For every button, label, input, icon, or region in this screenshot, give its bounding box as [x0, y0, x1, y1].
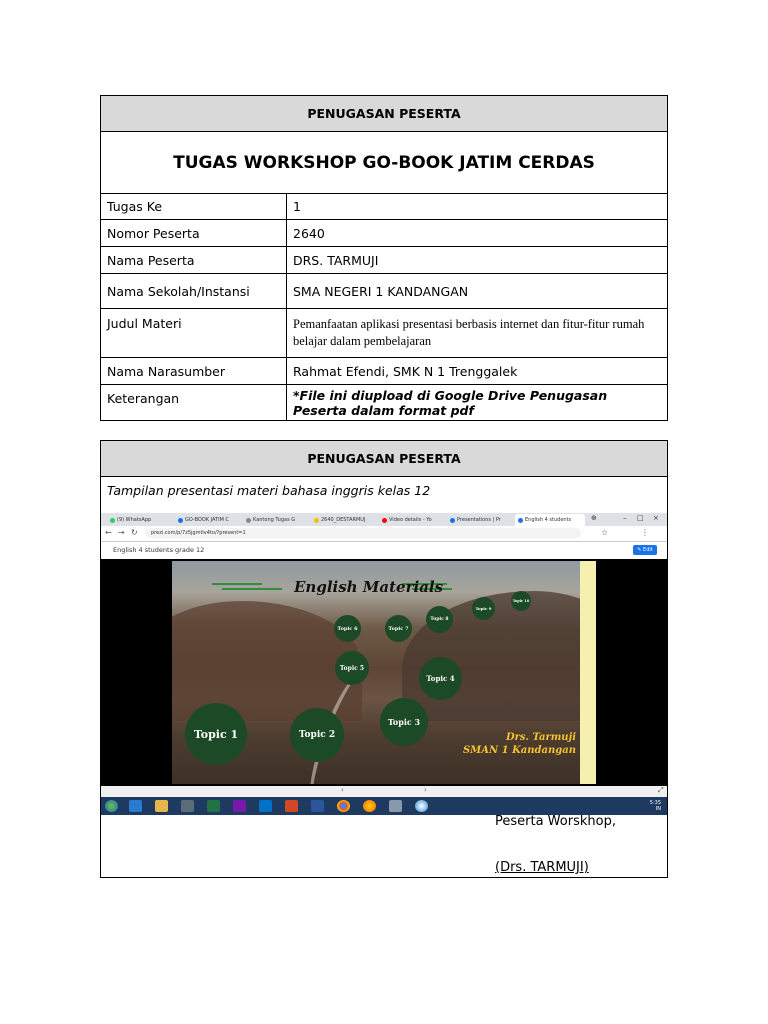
youtube-icon — [382, 518, 387, 523]
author-block — [463, 731, 576, 757]
assignment-table — [100, 95, 668, 421]
topic-2[interactable]: Topic 2 — [290, 708, 344, 762]
presentation-viewer[interactable] — [101, 559, 667, 786]
tab-label: (9) WhatsApp — [117, 517, 152, 523]
word-icon[interactable] — [311, 800, 324, 812]
workshop-title: TUGAS WORKSHOP GO-BOOK JATIM CERDAS — [101, 132, 668, 194]
tab-active[interactable] — [515, 514, 585, 526]
outlook-icon[interactable] — [259, 800, 272, 812]
tab[interactable] — [107, 514, 173, 526]
excel-icon[interactable] — [207, 800, 220, 812]
pencil-icon: ✎ — [637, 547, 642, 553]
start-icon[interactable] — [105, 800, 118, 812]
address-bar — [101, 526, 667, 542]
topic-1[interactable]: Topic 1 — [185, 703, 247, 765]
edit-button[interactable] — [633, 545, 657, 555]
caption: Tampilan presentasi materi bahasa inggris kelas 12 — [101, 477, 668, 878]
horizontal-scrollbar[interactable] — [101, 786, 667, 797]
tray-time: 5:35 — [649, 800, 661, 806]
tab[interactable] — [447, 514, 513, 526]
chrome-icon[interactable] — [337, 800, 350, 812]
topic-5[interactable]: Topic 5 — [335, 651, 369, 685]
row-label: Keterangan — [101, 385, 287, 421]
ie-icon[interactable] — [129, 800, 142, 812]
browser-screenshot — [101, 513, 667, 815]
signature-name: (Drs. TARMUJI) — [495, 860, 589, 875]
reload-icon[interactable]: ↻ — [131, 528, 138, 537]
row-label: Nama Narasumber — [101, 358, 287, 385]
row-label: Nama Sekolah/Instansi — [101, 274, 287, 309]
presentation-title: English 4 students grade 12 — [113, 546, 205, 554]
row-value-keterangan: *File ini diupload di Google Drive Penugasan Peserta dalam format pdf — [287, 385, 668, 421]
row-value-tugas: 1 — [287, 194, 668, 220]
topic-6[interactable]: Topic 6 — [334, 615, 361, 642]
topic-7[interactable]: Topic 7 — [385, 615, 412, 642]
browser-tabs — [101, 513, 667, 526]
mountain-left — [172, 601, 362, 721]
drive-icon — [314, 518, 319, 523]
system-tray — [650, 800, 661, 812]
green-stripe — [222, 588, 282, 590]
row-value-narasumber: Rahmat Efendi, SMK N 1 Trenggalek — [287, 358, 668, 385]
topic-10[interactable]: Topic 10 — [511, 591, 531, 611]
section-header: PENUGASAN PESERTA — [101, 441, 668, 477]
tray-lang: IN — [655, 806, 661, 812]
site-icon — [178, 518, 183, 523]
tab[interactable] — [379, 514, 445, 526]
maximize-icon[interactable]: □ — [637, 514, 644, 522]
tab-label: Video details - Yo — [389, 517, 432, 523]
slide-title: English Materials — [294, 578, 444, 596]
fullscreen-icon[interactable]: ⤢ — [658, 786, 664, 794]
powerpoint-icon[interactable] — [285, 800, 298, 812]
new-tab-icon[interactable]: ⊕ — [591, 514, 597, 522]
row-label: Judul Materi — [101, 309, 287, 358]
tab-label: GO-BOOK JATIM C — [185, 517, 229, 523]
app-icon[interactable] — [415, 800, 428, 812]
url-field[interactable]: prezi.com/p/7z5jgmtiv4to/?present=1 — [145, 528, 581, 538]
prezi-icon — [518, 518, 523, 523]
topic-3[interactable]: Topic 3 — [380, 698, 428, 746]
row-value-nama: DRS. TARMUJI — [287, 247, 668, 274]
row-value-nomor: 2640 — [287, 220, 668, 247]
row-label: Nama Peserta — [101, 247, 287, 274]
prezi-icon — [450, 518, 455, 523]
topic-4[interactable]: Topic 4 — [419, 657, 462, 700]
tab-label: 2640_DESTARMUJ — [321, 517, 366, 523]
forward-icon[interactable]: → — [118, 528, 125, 537]
row-label: Nomor Peserta — [101, 220, 287, 247]
row-value-judul: Pemanfaatan aplikasi presentasi berbasis internet dan fitur-fitur rumah belajar dalam pembelajaran — [287, 309, 668, 358]
slide-edge — [580, 561, 596, 784]
tab-label: Presentations | Pr — [457, 517, 501, 523]
prezi-header — [101, 542, 667, 559]
windows-taskbar — [101, 797, 667, 815]
site-icon — [246, 518, 251, 523]
scroll-left-icon[interactable]: ‹ — [341, 786, 344, 794]
media-icon[interactable] — [181, 800, 194, 812]
green-stripe — [212, 583, 262, 585]
row-value-sekolah: SMA NEGERI 1 KANDANGAN — [287, 274, 668, 309]
tab-label: Kantong Tugas G — [253, 517, 296, 523]
whatsapp-icon — [110, 518, 115, 523]
star-icon[interactable]: ☆ — [601, 528, 609, 537]
author-name: Drs. Tarmuji — [505, 732, 576, 743]
tab[interactable] — [175, 514, 241, 526]
tab[interactable] — [311, 514, 377, 526]
onenote-icon[interactable] — [233, 800, 246, 812]
slide — [172, 561, 580, 784]
topic-9[interactable]: Topic 9 — [472, 597, 495, 620]
signature-line: Peserta Worskhop, — [495, 814, 616, 829]
minimize-icon[interactable]: – — [623, 514, 627, 522]
back-icon[interactable]: ← — [105, 528, 112, 537]
table-header: PENUGASAN PESERTA — [101, 96, 668, 132]
folder-icon[interactable] — [155, 800, 168, 812]
tab[interactable] — [243, 514, 309, 526]
row-label: Tugas Ke — [101, 194, 287, 220]
edit-label: Edit — [643, 547, 653, 553]
author-school: SMAN 1 Kandangan — [462, 745, 576, 756]
firefox-icon[interactable] — [363, 800, 376, 812]
close-icon[interactable]: × — [653, 514, 659, 522]
scroll-right-icon[interactable]: › — [424, 786, 427, 794]
tab-label: English 4 students — [525, 517, 572, 523]
topic-8[interactable]: Topic 8 — [426, 606, 453, 633]
app-icon[interactable] — [389, 800, 402, 812]
menu-icon[interactable]: ⋮ — [641, 528, 649, 537]
